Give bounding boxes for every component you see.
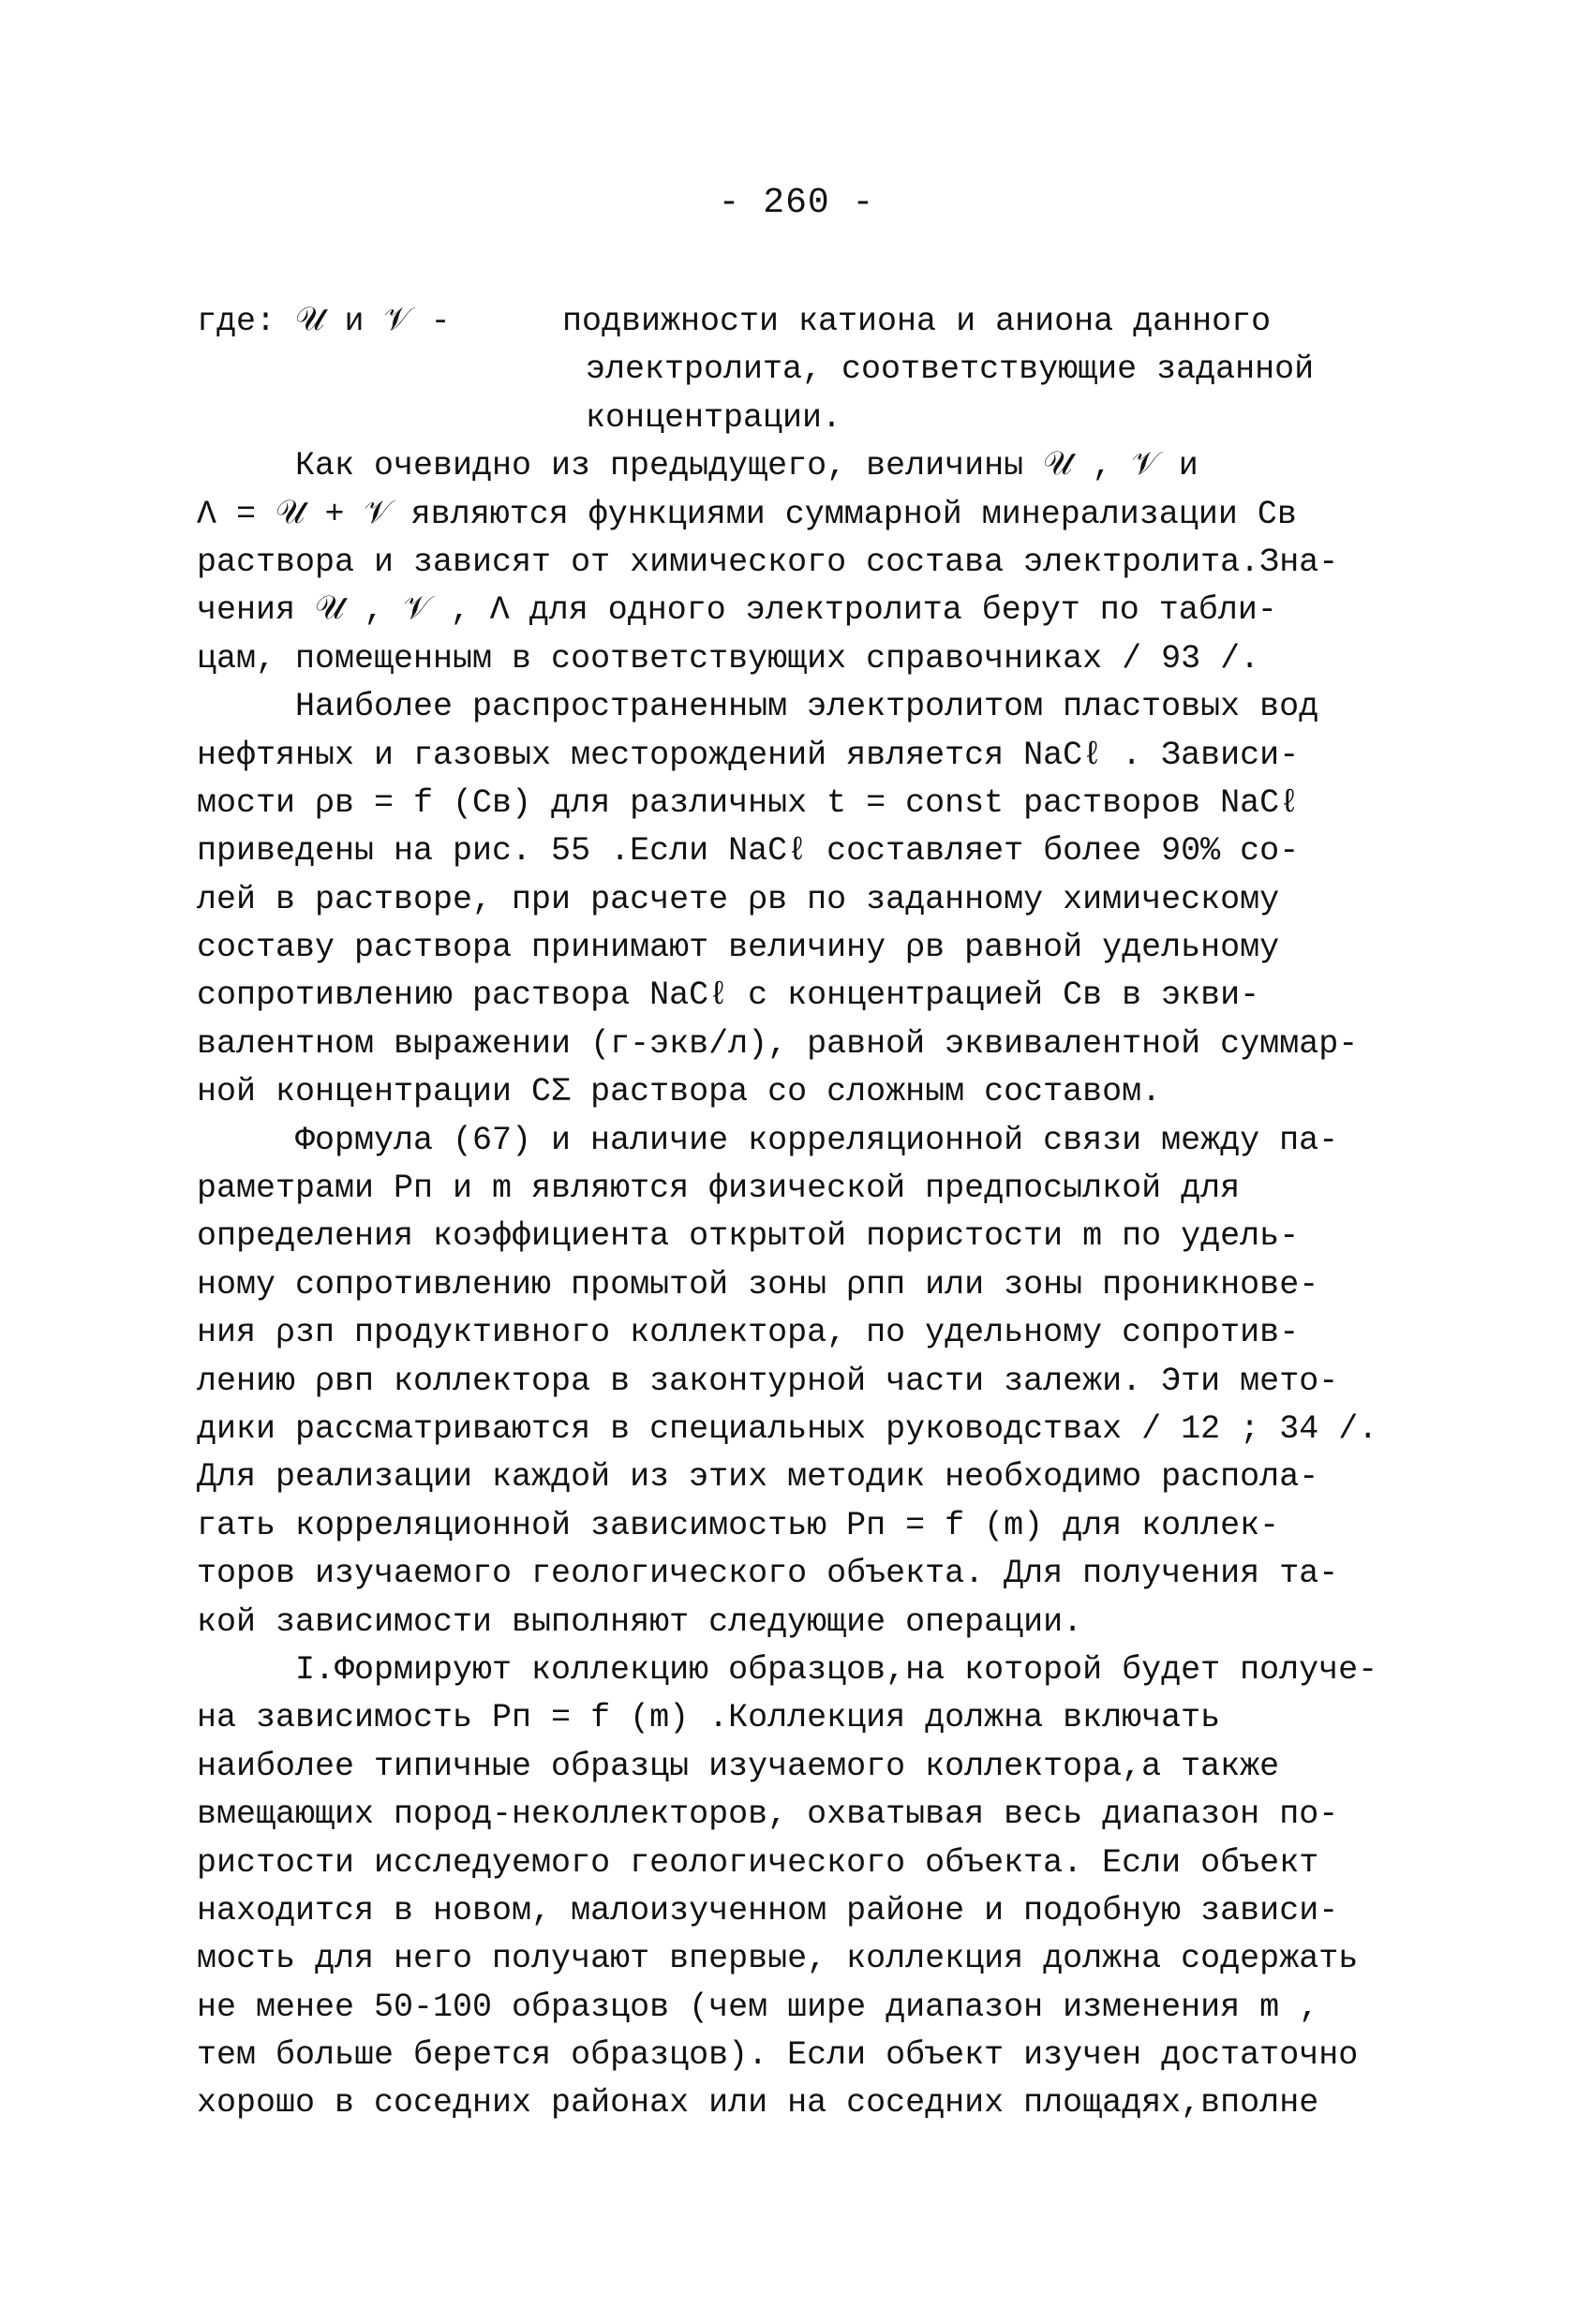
text-line: кой зависимости выполняют следующие операции. bbox=[197, 1602, 1083, 1641]
text-line: Как очевидно из предыдущего, величины 𝒰 , 𝒱 и bbox=[295, 447, 1198, 485]
text-line: дики рассматриваются в специальных руководствах / 12 ; 34 /. bbox=[197, 1409, 1378, 1448]
text-line: составу раствора принимают величину ρв равной удельному bbox=[197, 929, 1280, 967]
page-number: - 260 - bbox=[718, 183, 875, 223]
text-line: вмещающих пород-неколлекторов, охватывая весь диапазон по- bbox=[197, 1795, 1339, 1834]
definition-text-1: подвижности катиона и аниона данного bbox=[562, 303, 1272, 340]
text-line: ному сопротивлению промытой зоны ρпп или зоны проникнове- bbox=[197, 1265, 1319, 1304]
text-line: I.Формируют коллекцию образцов,на которой будет получе- bbox=[295, 1650, 1378, 1689]
definition-text-3: концентрации. bbox=[586, 398, 842, 437]
text-line: ной концентрации CΣ раствора со сложным составом. bbox=[197, 1073, 1162, 1111]
text-line: лей в растворе, при расчете ρв по заданному химическому bbox=[197, 880, 1280, 918]
text-line: лению ρвп коллектора в законтурной части залежи. Эти мето- bbox=[197, 1362, 1339, 1400]
text-line: гать корреляционной зависимостью Pп = f (m) для коллек- bbox=[197, 1506, 1280, 1544]
text-line: раметрами Pп и m являются физической предпосылкой для bbox=[197, 1169, 1241, 1208]
text-line: нефтяных и газовых месторождений является NaCℓ . Зависи- bbox=[197, 736, 1300, 774]
text-line: хорошо в соседних районах или на соседних площадях,вполне bbox=[197, 2084, 1319, 2123]
text-line: Λ = 𝒰 + 𝒱 являются функциями суммарной минерализации Cв bbox=[197, 495, 1297, 533]
text-line: приведены на рис. 55 .Если NaCℓ составляет более 90% со- bbox=[197, 832, 1300, 871]
definition-line-1 bbox=[197, 298, 1424, 346]
body-text bbox=[197, 298, 1424, 2128]
text-line: сопротивлению раствора NaCℓ с концентрацией Cв в экви- bbox=[197, 976, 1260, 1015]
text-line: раствора и зависят от химического состава электролита.Зна- bbox=[197, 543, 1339, 581]
text-line: мость для него получают впервые, коллекция должна содержать bbox=[197, 1940, 1359, 1978]
text-line: наиболее типичные образцы изучаемого коллектора,а также bbox=[197, 1747, 1280, 1785]
text-line: Для реализации каждой из этих методик необходимо распола- bbox=[197, 1458, 1319, 1497]
text-line: не менее 50-100 образцов (чем шире диапазон изменения m , bbox=[197, 1988, 1319, 2026]
text-line: ристости исследуемого геологического объекта. Если объект bbox=[197, 1843, 1319, 1882]
text-line: ния ρзп продуктивного коллектора, по удельному сопротив- bbox=[197, 1314, 1300, 1352]
text-line: находится в новом, малоизученном районе и подобную зависи- bbox=[197, 1891, 1339, 1929]
definition-text-2: электролита, соответствующие заданной bbox=[586, 350, 1315, 389]
text-line: тем больше берется образцов). Если объект изучен достаточно bbox=[197, 2036, 1359, 2075]
text-line: торов изучаемого геологического объекта. Для получения та- bbox=[197, 1555, 1339, 1593]
definition-label: где: 𝒰 и 𝒱 - bbox=[197, 303, 451, 340]
text-line: на зависимость Pп = f (m) .Коллекция должна включать bbox=[197, 1699, 1221, 1737]
text-line: чения 𝒰 , 𝒱 , Λ для одного электролита берут по табли- bbox=[197, 591, 1277, 630]
text-line: Формула (67) и наличие корреляционной связи между па- bbox=[295, 1121, 1339, 1159]
text-line: мости ρв = f (Cв) для различных t = const растворов NaCℓ bbox=[197, 783, 1300, 822]
text-line: цам, помещенным в соответствующих справочниках / 93 /. bbox=[197, 639, 1260, 678]
text-line: Наиболее распространенным электролитом пластовых вод bbox=[295, 688, 1319, 726]
text-line: определения коэффициента открытой пористости m по удель- bbox=[197, 1217, 1300, 1256]
text-line: валентном выражении (г-экв/л), равной эквивалентной суммар- bbox=[197, 1024, 1359, 1063]
